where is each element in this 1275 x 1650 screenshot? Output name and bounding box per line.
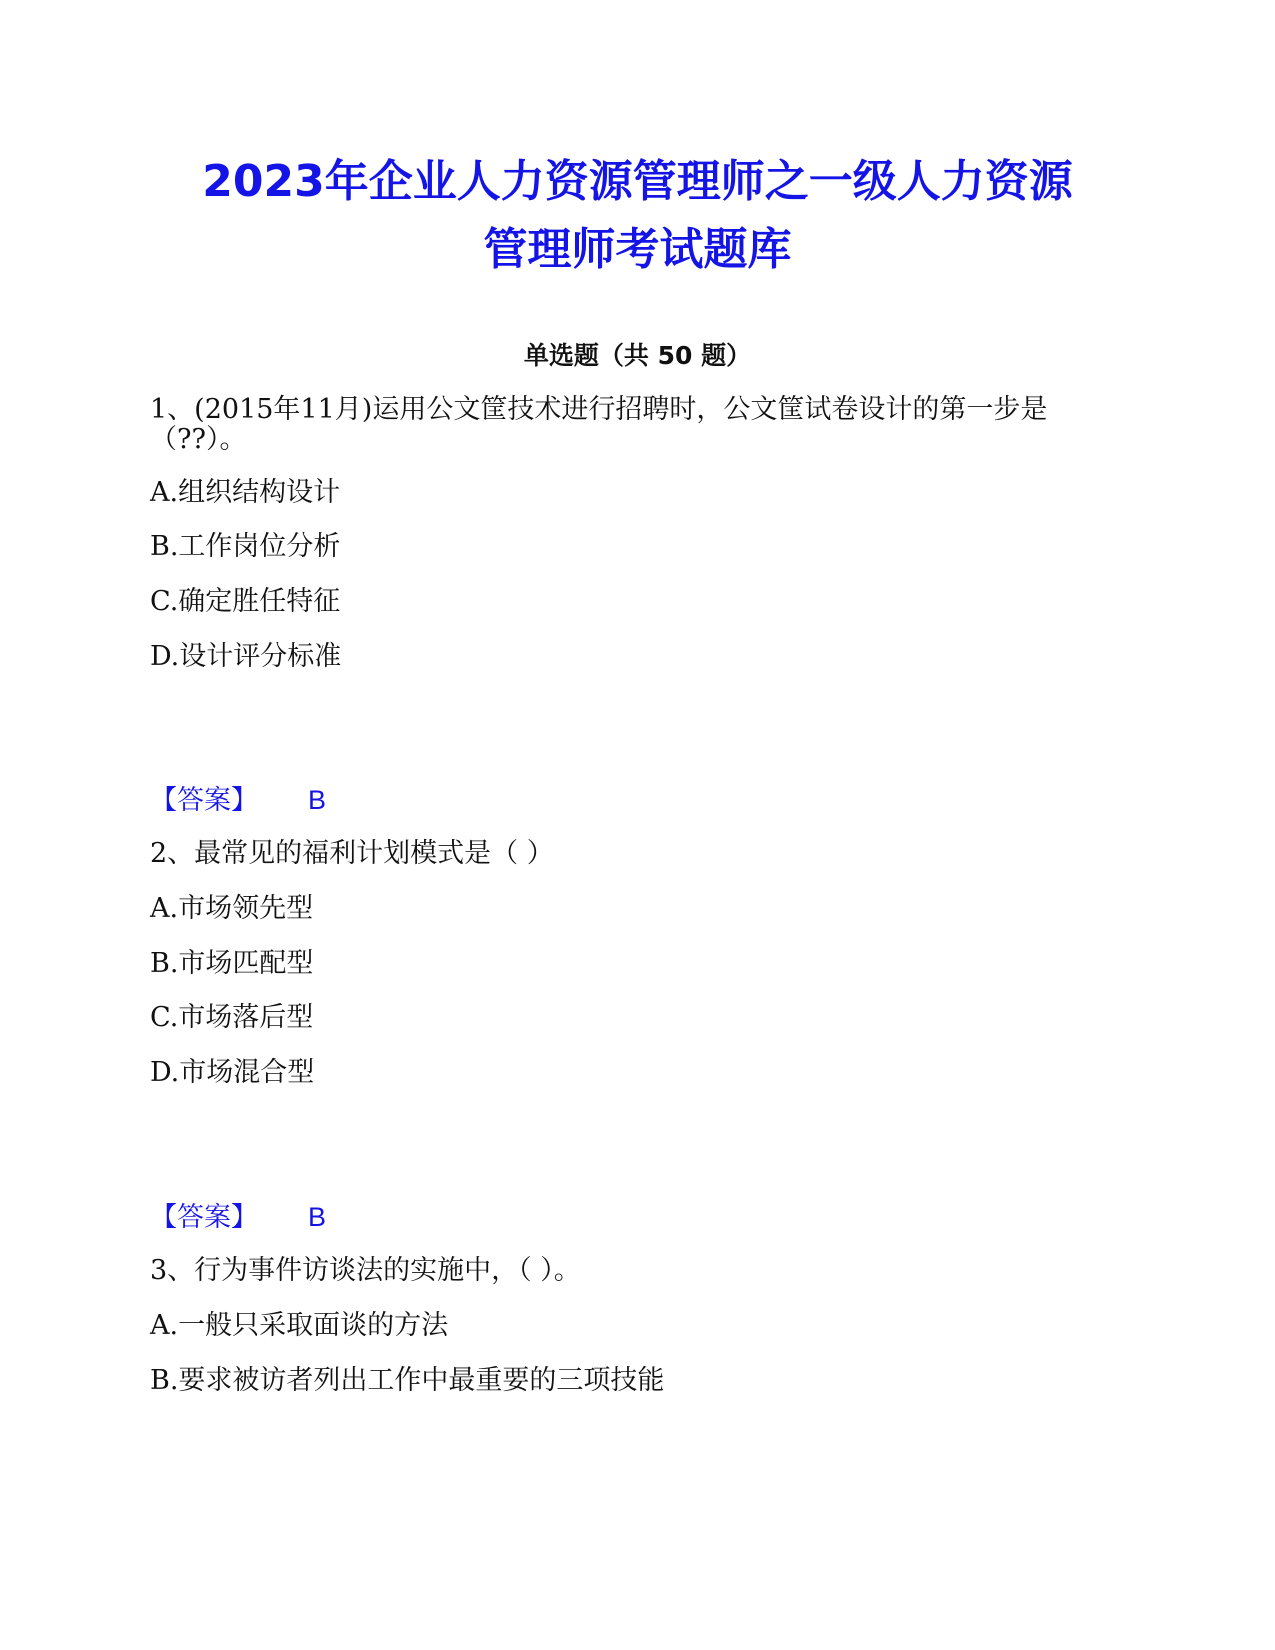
section-heading: 单选题（共 50 题） xyxy=(523,341,752,370)
question-2-stem: 2、最常见的福利计划模式是（ ） xyxy=(150,838,554,869)
question-2-option-d: D.市场混合型 xyxy=(150,1057,315,1088)
question-1-option-b: B.工作岗位分析 xyxy=(150,531,341,562)
question-2-option-c: C.市场落后型 xyxy=(150,1002,314,1033)
question-1-answer xyxy=(150,780,326,821)
question-3-option-a: A.一般只采取面谈的方法 xyxy=(150,1310,449,1341)
question-3-option-b: B.要求被访者列出工作中最重要的三项技能 xyxy=(150,1365,665,1396)
page-title-line-2: 管理师考试题库 xyxy=(483,224,792,275)
question-1-stem-continued: （??）。 xyxy=(150,424,247,455)
question-2-answer xyxy=(150,1197,326,1238)
question-3-stem: 3、行为事件访谈法的实施中，（ ）。 xyxy=(150,1255,581,1286)
question-1-option-a: A.组织结构设计 xyxy=(150,477,341,508)
question-2-option-a: A.市场领先型 xyxy=(150,893,314,924)
answer-value: B xyxy=(308,1202,327,1232)
question-1-option-c: C.确定胜任特征 xyxy=(150,586,341,617)
question-1-stem: 1、(2015年11月)运用公文筐技术进行招聘时，公文筐试卷设计的第一步是 xyxy=(150,394,1048,425)
question-2-option-b: B.市场匹配型 xyxy=(150,948,314,979)
answer-label: 【答案】 xyxy=(150,1202,258,1233)
answer-value: B xyxy=(308,785,327,815)
page-title-line-1: 2023年企业人力资源管理师之一级人力资源 xyxy=(202,156,1073,207)
question-1-option-d: D.设计评分标准 xyxy=(150,641,342,672)
answer-label: 【答案】 xyxy=(150,785,258,816)
